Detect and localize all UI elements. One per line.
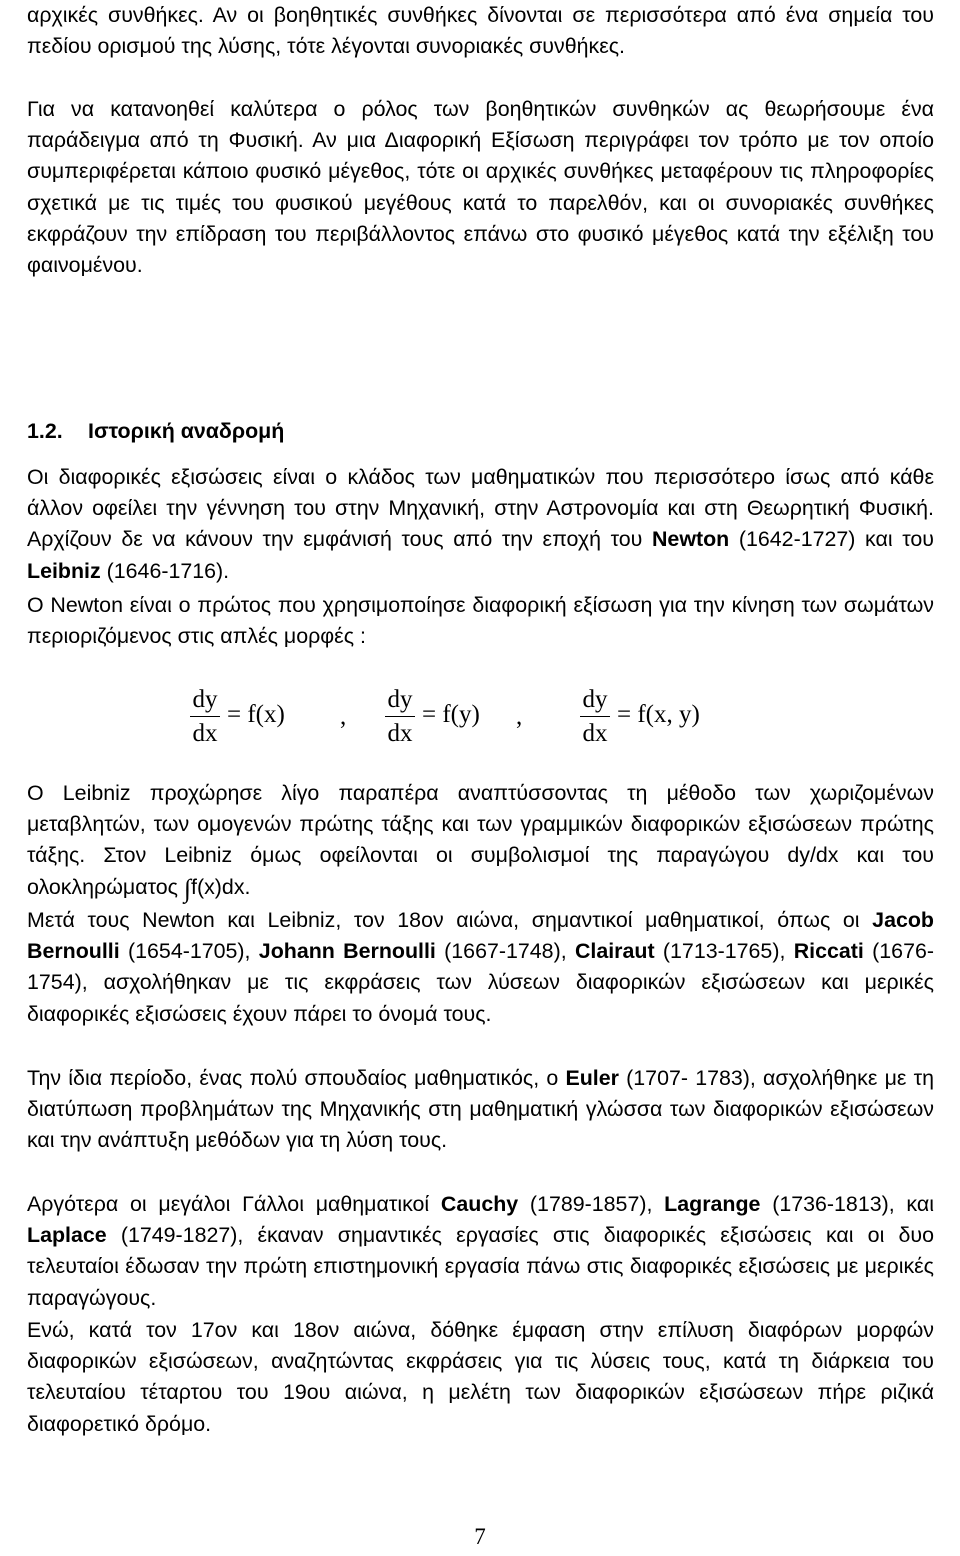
section-title: Ιστορική αναδρομή	[88, 419, 285, 443]
history-text-c: (1646-1716).	[100, 558, 230, 583]
history-text-b: (1642-1727) και του	[729, 527, 934, 552]
name-jacob-bernoulli: Jacob Bernoulli	[27, 908, 934, 964]
name-lagrange: Lagrange	[664, 1192, 761, 1216]
leibniz-text: Ο Leibniz προχώρησε λίγο παραπέρα αναπτύσσοντας τη μέθοδο των χωριζομένων μεταβλητών, των ομογενών πρώτης τάξης και των γραμμικών διαφορικών εξισώσεων πρώτης τάξης. Στον Leibniz όμως οφείλονται οι συμβολισμοί της παραγώγου dy/dx και του ολοκληρώματος	[27, 781, 934, 899]
name-clairaut: Clairaut	[574, 939, 655, 964]
section-number: 1.2.	[27, 419, 63, 443]
after-text-e: (1676-1754), ασχολήθηκαν με τις εκφράσεις των λύσεων διαφορικών εξισώσεων και μερικές διαφορικές εξισώσεις έχουν πάρει το όνομά τους.	[27, 939, 934, 1026]
paragraph-french-mathematicians	[27, 1189, 934, 1314]
euler-text-b: (1707- 1783), ασχολήθηκε με τη διατύπωση προβλημάτων της Μηχανικής στη μαθηματική γλώσσα των διαφορικών εξισώσεων και την ανάπτυξη μεθόδων για τη λύση τους.	[27, 1066, 935, 1153]
denominator: dx	[582, 720, 608, 747]
french-text-b: (1789-1857),	[518, 1192, 665, 1216]
denominator: dx	[387, 720, 413, 747]
page-number: 7	[474, 1524, 486, 1549]
paragraph-euler	[27, 1063, 934, 1157]
denominator: dx	[192, 720, 218, 747]
integral-sign: ∫	[183, 873, 192, 903]
equation-1-rhs: = f(x)	[227, 701, 285, 728]
fraction-dy-dx	[580, 684, 610, 749]
name-johann-bernoulli: Johann Bernoulli	[258, 939, 436, 964]
paragraph-role-of-conditions: Για να κατανοηθεί καλύτερα ο ρόλος των βοηθητικών συνθηκών ας θεωρήσουμε ένα παράδειγμα από τη Φυσική. Αν μια Διαφορική Εξίσωση περιγράφει τον τρόπο με τον οποίο συμπεριφέρεται κάποιο φυσικό μέγεθος, τότε οι αρχικές συνθήκες μεταφέρουν τις πληροφορίες σχετικά με τις τιμές του φυσικού μεγέθους κατά το παρελθόν, και οι συνοριακές συνθήκες εκφράζουν την επίδραση του περιβάλλοντος επάνω στο φυσικό μέγεθος κατά την εξέλιξη του φαινομένου.	[27, 97, 934, 278]
after-text-c: (1667-1748),	[435, 939, 575, 964]
after-text-d: (1713-1765),	[654, 939, 794, 964]
euler-text-a: Την ίδια περίοδο, ένας πολύ σπουδαίος μαθηματικός, ο	[27, 1066, 566, 1090]
name-euler: Euler	[565, 1066, 619, 1090]
name-laplace: Laplace	[27, 1223, 107, 1248]
paragraph-history	[27, 462, 934, 587]
section-heading	[27, 416, 284, 447]
name-leibniz: Leibniz	[27, 558, 101, 583]
paragraph-conditions: αρχικές συνθήκες. Αν οι βοηθητικές συνθήκες δίνονται σε περισσότερα από ένα σημεία του πεδίου ορισμού της λύσης, τότε λέγονται συνοριακές συνθήκες.	[27, 3, 934, 59]
french-text-d: (1749-1827), έκαναν σημαντικές εργασίες στις διαφορικές εξισώσεις και οι δυο τελευταίοι έδωσαν την πρώτη επιστημονική εργασία πάνω στις διαφορικές εξισώσεις με μερικές παραγώγους.	[27, 1223, 934, 1310]
numerator: dy	[582, 686, 608, 713]
fraction-dy-dx	[190, 684, 220, 749]
equation-separator: ,	[516, 703, 523, 730]
paragraph-19th-century: Ενώ, κατά τον 17ον και 18ον αιώνα, δόθηκε έμφαση στην επίλυση διαφόρων μορφών διαφορικών εξισώσεων, αναζητώντας εκφράσεις για τις λύσεις τους, κατά τη διάρκεια του τελευταίου τέταρτου του 19ου αιώνα, η μελέτη των διαφορικών εξισώσεων πήρε ριζικά διαφορετικό δρόμο.	[27, 1318, 934, 1436]
equation-separator: ,	[340, 703, 347, 730]
name-riccati: Riccati	[793, 939, 864, 964]
history-text-a: Οι διαφορικές εξισώσεις είναι ο κλάδος των μαθηματικών που περισσότερο ίσως από κάθε άλλον οφείλει την γέννηση του στην Μηχανική, στην Αστρονομία και στη Θεωρητική Φυσική. Αρχίζουν δε να κάνουν την εμφάνισή τους από την εποχή του	[27, 465, 934, 552]
equation-2-rhs: = f(y)	[422, 701, 480, 728]
numerator: dy	[192, 686, 218, 713]
numerator: dy	[387, 686, 413, 713]
equations-row	[190, 684, 750, 754]
paragraph-leibniz	[27, 778, 934, 904]
french-text-a: Αργότερα οι μεγάλοι Γάλλοι μαθηματικοί	[27, 1192, 441, 1216]
paragraph-18th-century	[27, 905, 934, 1030]
paragraph-newton: Ο Newton είναι ο πρώτος που χρησιμοποίησε διαφορική εξίσωση για την κίνηση των σωμάτων περιοριζόμενος στις απλές μορφές :	[27, 593, 934, 649]
equation-3-rhs: = f(x, y)	[617, 701, 700, 728]
after-text-a: Μετά τους Newton και Leibniz, τον 18ον αιώνα, σημαντικοί μαθηματικοί, όπως οι	[27, 908, 873, 932]
after-text-b: (1654-1705),	[119, 939, 259, 964]
name-cauchy: Cauchy	[440, 1192, 519, 1216]
fraction-dy-dx	[385, 684, 415, 749]
integral-body: f(x)dx.	[191, 874, 251, 899]
french-text-c: (1736-1813), και	[760, 1192, 934, 1216]
name-newton: Newton	[651, 527, 730, 552]
